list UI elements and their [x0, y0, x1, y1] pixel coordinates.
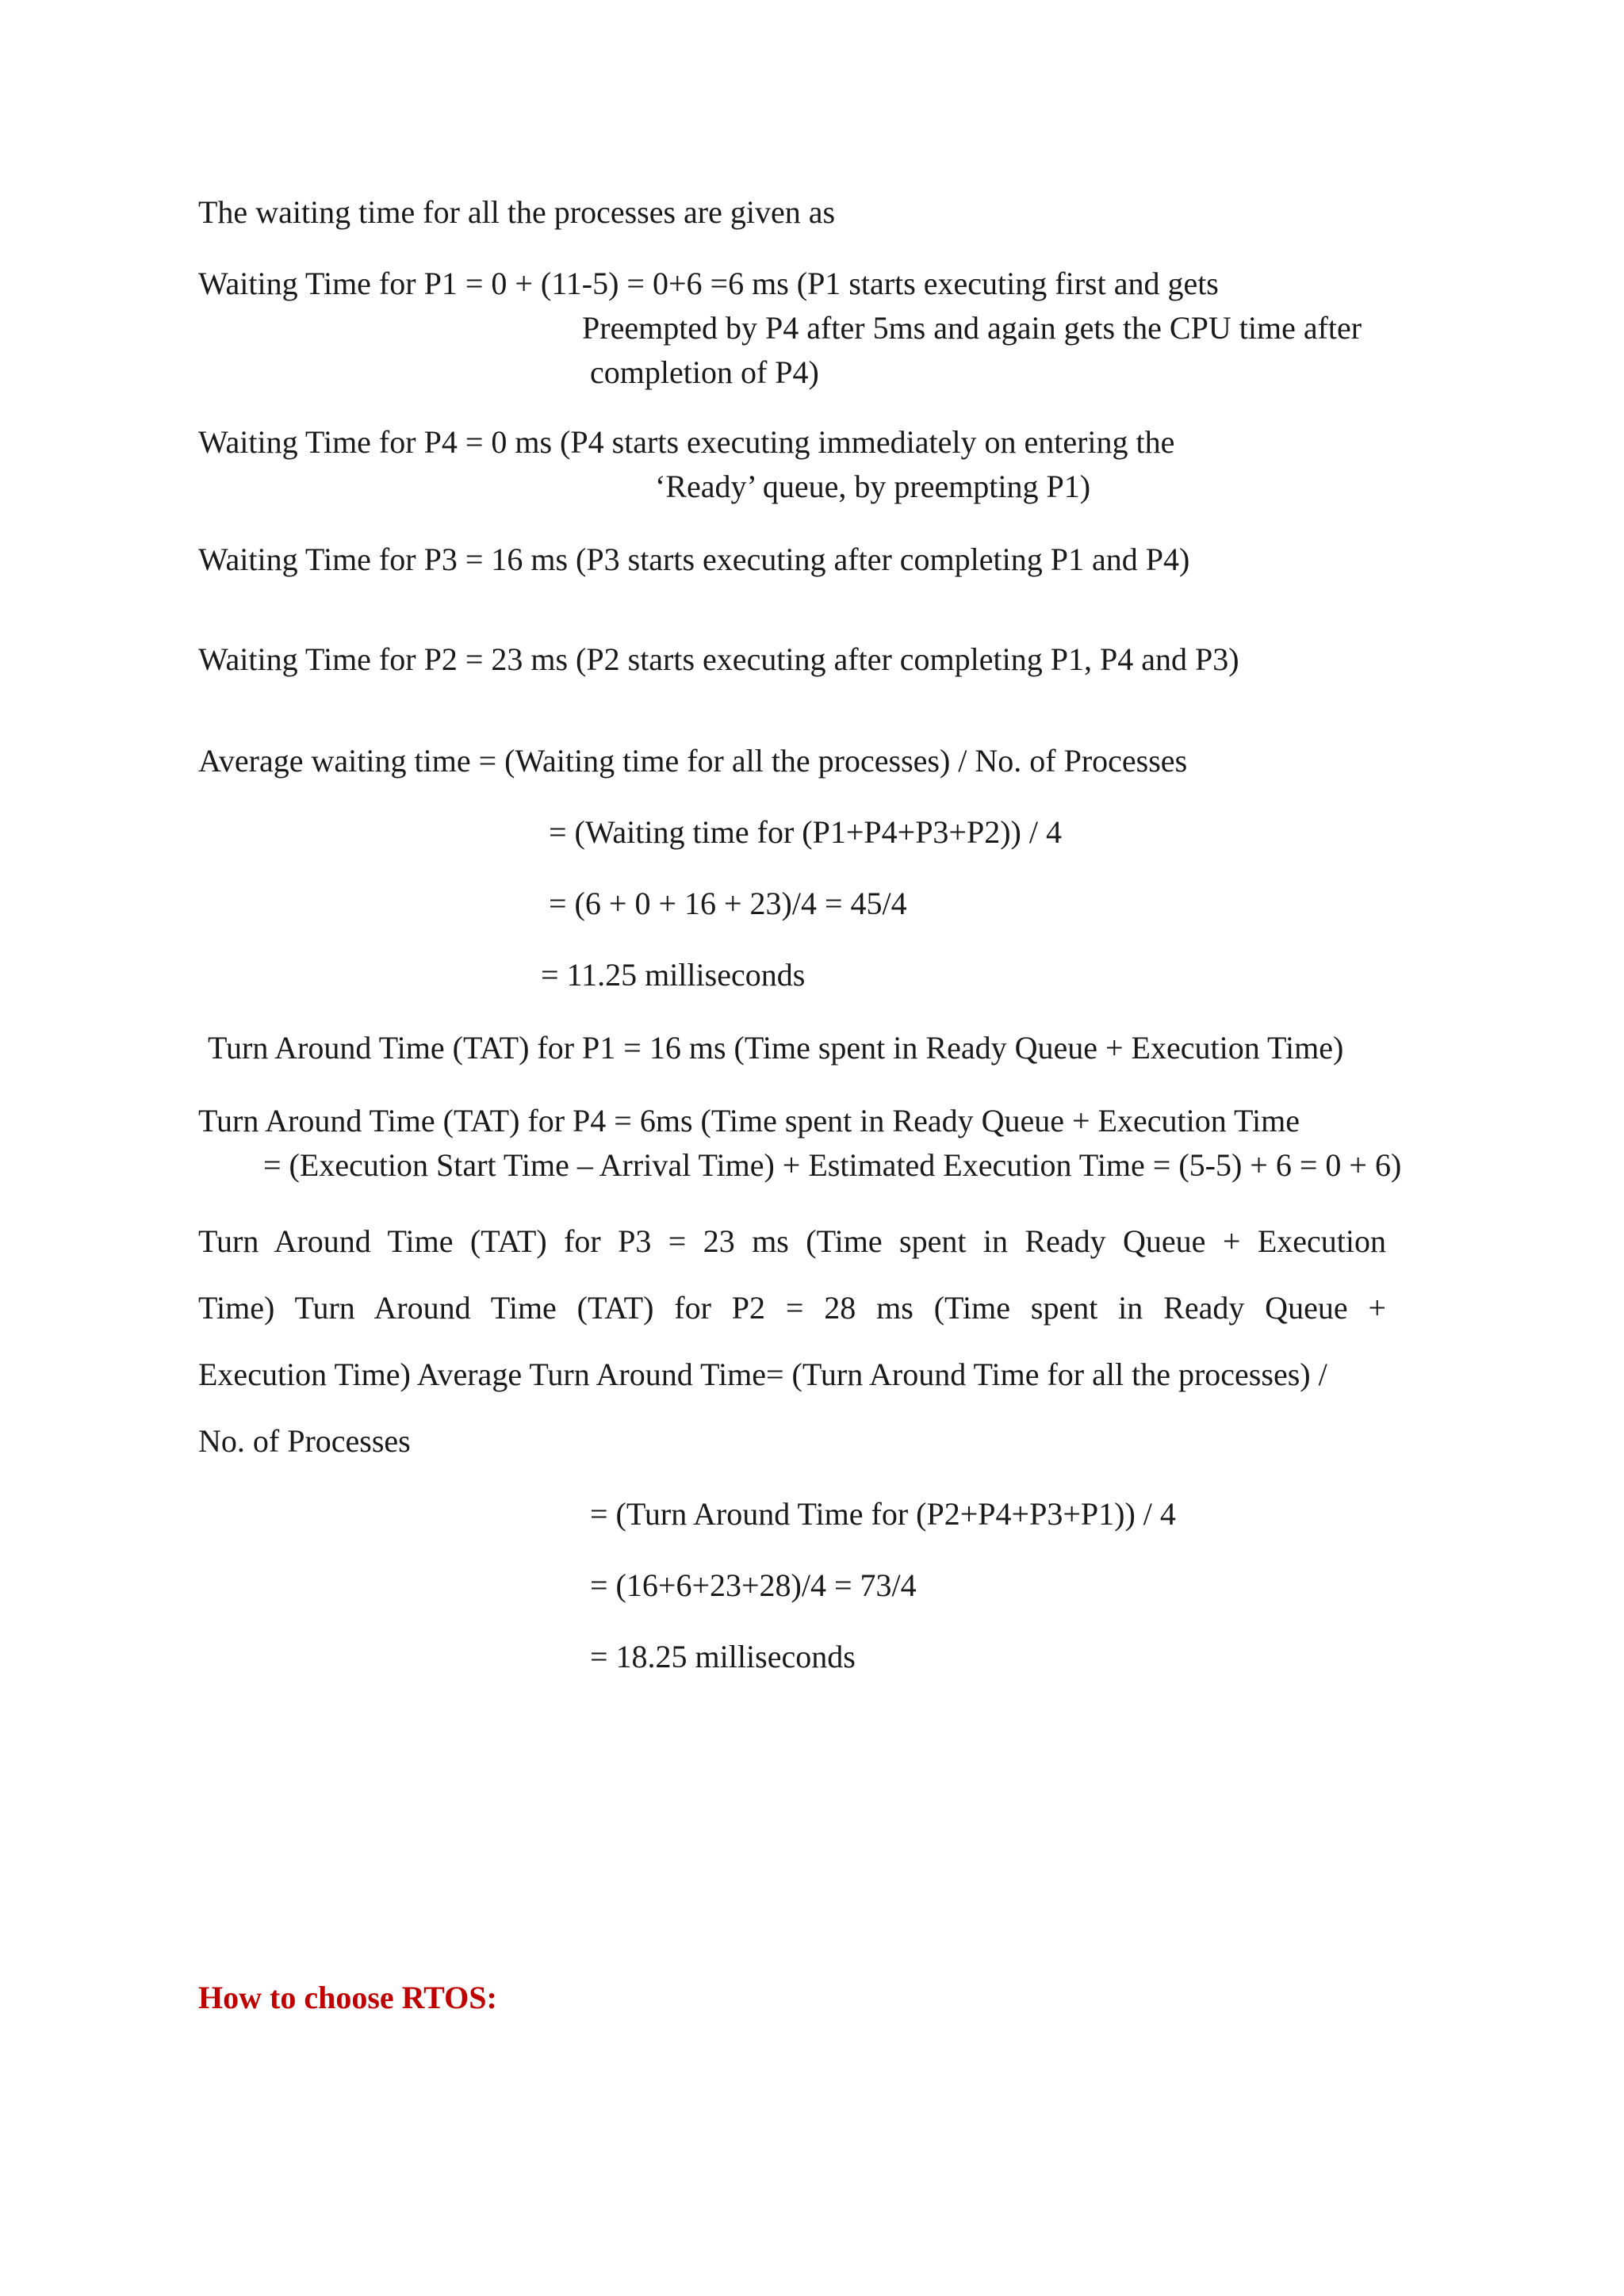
turnaround-paragraph-line1: Turn Around Time (TAT) for P3 = 23 ms (Time spent in Ready Queue + Execution: [198, 1223, 1386, 1259]
average-turnaround-line1: = (Turn Around Time for (P2+P4+P3+P1)) / 4: [590, 1496, 1176, 1532]
average-waiting-time-line3: = (6 + 0 + 16 + 23)/4 = 45/4: [549, 886, 907, 921]
section-heading: How to choose RTOS:: [198, 1980, 497, 2015]
turnaround-time-p4-line2: = (Execution Start Time – Arrival Time) + Estimated Execution Time = (5-5) + 6 = 0 + 6): [263, 1147, 1402, 1183]
waiting-time-p1-line2: Preempted by P4 after 5ms and again gets the CPU time after: [582, 310, 1362, 346]
waiting-time-p1-line3: completion of P4): [590, 354, 819, 390]
waiting-time-p2: Waiting Time for P2 = 23 ms (P2 starts executing after completing P1, P4 and P3): [198, 641, 1239, 677]
average-waiting-time-line1: Average waiting time = (Waiting time for all the processes) / No. of Processes: [198, 743, 1188, 779]
waiting-time-p3: Waiting Time for P3 = 16 ms (P3 starts executing after completing P1 and P4): [198, 541, 1190, 577]
waiting-time-p1-line1: Waiting Time for P1 = 0 + (11-5) = 0+6 =6 ms (P1 starts executing first and gets: [198, 266, 1219, 301]
turnaround-time-p4-line1: Turn Around Time (TAT) for P4 = 6ms (Time spent in Ready Queue + Execution Time: [198, 1103, 1300, 1138]
average-turnaround-result: = 18.25 milliseconds: [590, 1639, 856, 1674]
average-waiting-time-result: = 11.25 milliseconds: [541, 957, 806, 993]
average-waiting-time-line2: = (Waiting time for (P1+P4+P3+P2)) / 4: [549, 814, 1062, 850]
turnaround-paragraph-line3: Execution Time) Average Turn Around Time= (Turn Around Time for all the processes) /: [198, 1357, 1327, 1392]
intro-text: The waiting time for all the processes are given as: [198, 194, 836, 230]
turnaround-paragraph-line2: Time) Turn Around Time (TAT) for P2 = 28 ms (Time spent in Ready Queue +: [198, 1290, 1386, 1326]
average-turnaround-line2: = (16+6+23+28)/4 = 73/4: [590, 1567, 917, 1603]
turnaround-paragraph-line4: No. of Processes: [198, 1423, 411, 1459]
waiting-time-p4-line2: ‘Ready’ queue, by preempting P1): [655, 469, 1091, 504]
turnaround-time-p1: Turn Around Time (TAT) for P1 = 16 ms (Time spent in Ready Queue + Execution Time): [208, 1030, 1344, 1066]
waiting-time-p4-line1: Waiting Time for P4 = 0 ms (P4 starts executing immediately on entering the: [198, 424, 1175, 460]
